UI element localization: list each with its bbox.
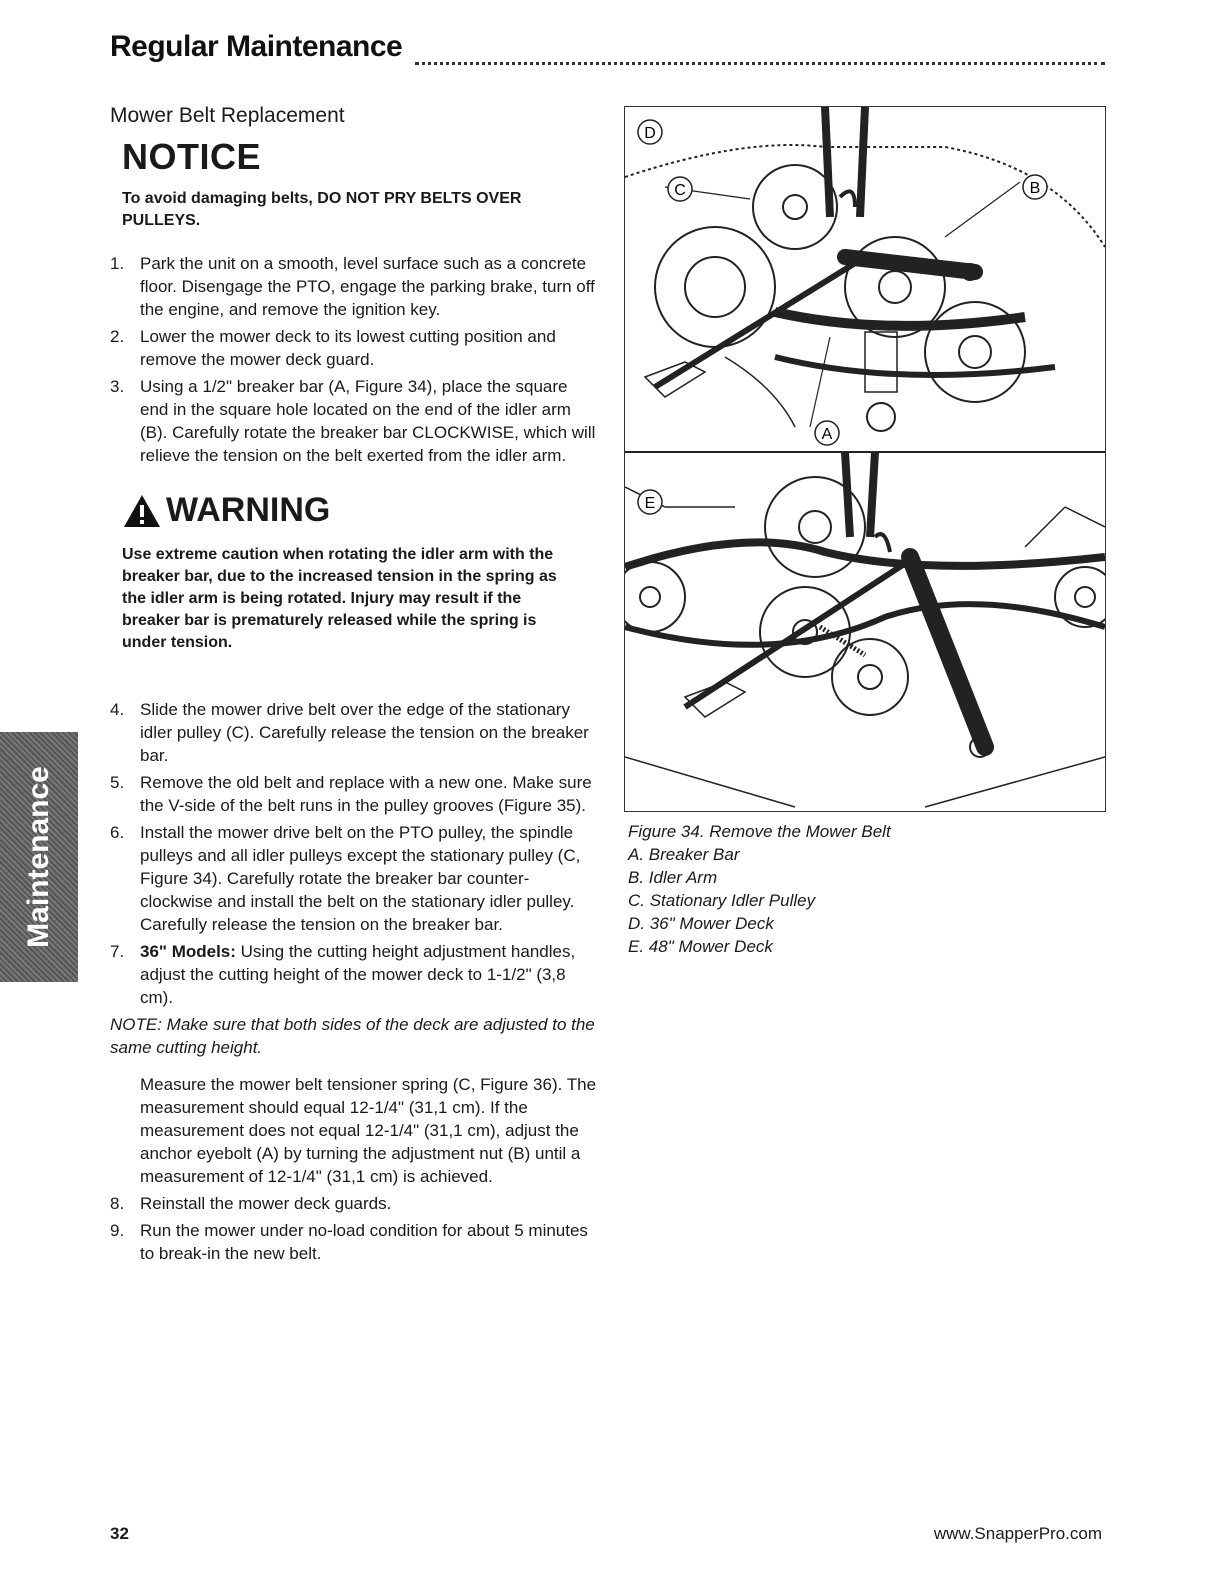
warning-block [122, 491, 600, 654]
steps-list-a [110, 252, 600, 467]
section-title: Mower Belt Replacement [110, 104, 345, 127]
step-item [110, 771, 600, 817]
warning-heading [122, 491, 600, 530]
note-text: NOTE: Make sure that both sides of the deck are adjusted to the same cutting height. [110, 1015, 595, 1057]
step-number: 5. [110, 773, 125, 792]
step-text: Install the mower drive belt on the PTO pulley, the spindle pulleys and all idler pulleys except the stationary pulley (C, Figure 34). Carefully rotate the breaker bar counter-clockwise and install the belt on the stationary idler pulley. Carefully release the tension on the breaker bar. [140, 823, 581, 934]
figure-illustration [625, 107, 1105, 811]
step-item [110, 940, 600, 1009]
main-text-column [110, 104, 600, 1269]
step-text-rest: Using the cutting height adjustment handles, adjust the cutting height of the mower deck to 1-1/2" (3,8 cm). [140, 942, 576, 1007]
step-number: 1. [110, 254, 125, 273]
step-item [110, 1219, 600, 1265]
step-text: Using a 1/2" breaker bar (A, Figure 34), place the square end in the square hole located on the end of the idler arm (B). Carefully rotate the breaker bar CLOCKWISE, which will relieve the tension on the belt exerted from the idler arm. [140, 377, 596, 465]
page-header-title: Regular Maintenance [110, 30, 403, 63]
warning-text: Use extreme caution when rotating the idler arm with the breaker bar, due to the increased tension in the spring as the idler arm is being rotated. Injury may result if the breaker bar is prematurely released while the spring is under tension. [122, 546, 557, 651]
callout-a-label: A [821, 426, 833, 443]
warning-triangle-icon [122, 493, 162, 529]
figure-34 [624, 106, 1106, 812]
callout-b [1023, 175, 1047, 199]
step-text: Slide the mower drive belt over the edge of the stationary idler pulley (C). Carefully release the tension on the breaker bar. [140, 700, 589, 765]
steps-list-b [110, 698, 600, 1009]
callout-e [638, 490, 662, 514]
step-item [110, 252, 600, 321]
step-text: Remove the old belt and replace with a new one. Make sure the V-side of the belt runs in the pulley grooves (Figure 35). [140, 773, 592, 815]
step-item [110, 821, 600, 936]
callout-a [815, 421, 839, 445]
caption-title: Figure 34. Remove the Mower Belt [628, 822, 891, 841]
caption-item: C. Stationary Idler Pulley [628, 891, 816, 910]
footer-url: www.SnapperPro.com [933, 1524, 1102, 1543]
steps-list-c [110, 1192, 600, 1265]
step-text: Park the unit on a smooth, level surface such as a concrete floor. Disengage the PTO, engage the parking brake, turn off the engine, and remove the ignition key. [140, 254, 595, 319]
step-number: 4. [110, 700, 125, 719]
notice-heading: NOTICE [122, 136, 262, 177]
step-number: 8. [110, 1194, 125, 1213]
caption-item: D. 36" Mower Deck [628, 914, 774, 933]
header-rule [415, 62, 1105, 65]
step-number: 7. [110, 942, 125, 961]
step-number: 2. [110, 327, 125, 346]
callout-b-label: B [1029, 180, 1041, 197]
step-text: Run the mower under no-load condition for about 5 minutes to break-in the new belt. [140, 1221, 588, 1263]
caption-item: B. Idler Arm [628, 868, 718, 887]
step-text: Lower the mower deck to its lowest cutting position and remove the mower deck guard. [140, 327, 556, 369]
callout-d-label: D [644, 125, 656, 142]
caption-item: E. 48" Mower Deck [628, 937, 773, 956]
callout-c [668, 177, 692, 201]
figure-caption [628, 820, 891, 958]
step-text: Reinstall the mower deck guards. [140, 1194, 392, 1213]
deck-36-illustration [625, 107, 1105, 452]
step-item [110, 375, 600, 467]
step-number: 9. [110, 1221, 125, 1240]
deck-48-illustration [625, 452, 1105, 807]
step-item [110, 325, 600, 371]
step-number: 3. [110, 377, 125, 396]
measure-paragraph: Measure the mower belt tensioner spring (C, Figure 36). The measurement should equal 12-1/4" (31,1 cm). If the measurement does not equal 12-1/4" (31,1 cm), adjust the anchor eyebolt (A) by turning the adjustment nut (B) until a measurement of 12-1/4" (31,1 cm) is achieved. [140, 1075, 597, 1186]
section-tab [0, 732, 78, 982]
caption-item: A. Breaker Bar [628, 845, 740, 864]
step-number: 6. [110, 823, 125, 842]
callout-e-label: E [644, 495, 656, 512]
step-item [110, 1192, 600, 1215]
callout-d [638, 120, 662, 144]
callout-c-label: C [674, 182, 686, 199]
section-tab-label: Maintenance [22, 766, 55, 948]
notice-text: To avoid damaging belts, DO NOT PRY BELTS OVER PULLEYS. [122, 190, 522, 229]
step-bold-label: 36" Models: [140, 942, 236, 961]
step-item [110, 698, 600, 767]
warning-heading-text: WARNING [166, 491, 331, 529]
page-number: 32 [110, 1524, 129, 1543]
step-text [140, 940, 600, 1009]
